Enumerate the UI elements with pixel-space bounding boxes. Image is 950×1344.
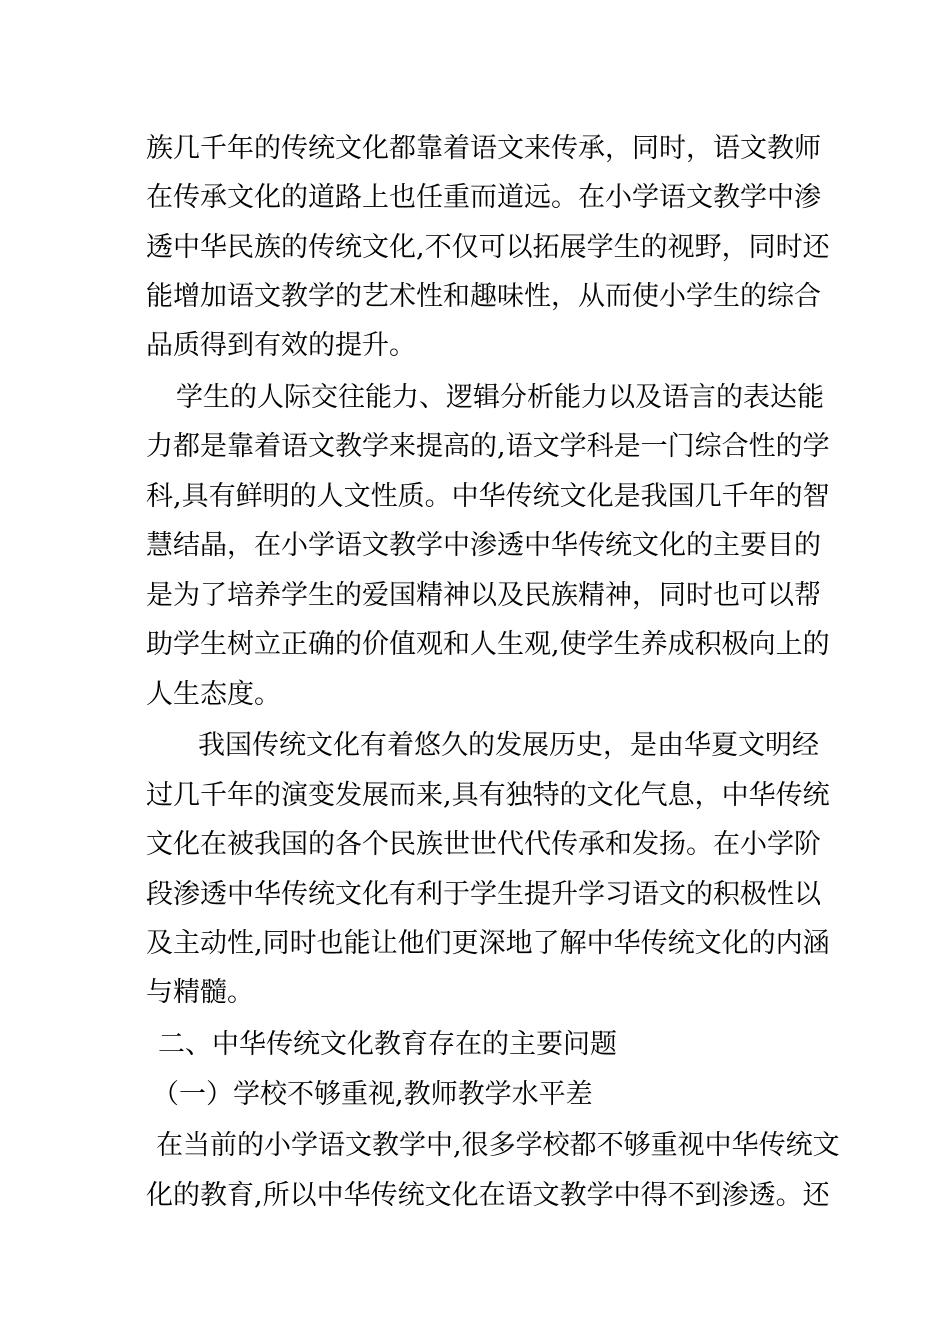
paragraph-1-line-3: 透中华民族的传统文化,不仅可以拓展学生的视野，同时还 [146,232,830,263]
paragraph-2-line-7: 人生态度。 [146,679,281,710]
paragraph-3-line-2: 过几千年的演变发展而来,具有独特的文化气息，中华传统 [146,780,830,811]
subsection-heading: （一）学校不够重视,教师教学水平差 [152,1079,593,1110]
paragraph-2-line-2: 力都是靠着语文教学来提高的,语文学科是一门综合性的学 [146,431,830,462]
paragraph-1-line-5: 品质得到有效的提升。 [146,330,416,361]
paragraph-1-line-4: 能增加语文教学的艺术性和趣味性，从而使小学生的综合 [146,281,821,312]
paragraph-3-line-4: 段渗透中华传统文化有利于学生提升学习语文的积极性以 [146,879,821,910]
paragraph-1-line-2: 在传承文化的道路上也任重而道远。在小学语文教学中渗 [146,182,821,213]
paragraph-3-line-6: 与精髓。 [146,977,254,1008]
paragraph-4-line-1: 在当前的小学语文教学中,很多学校都不够重视中华传统文 [156,1130,840,1161]
paragraph-1-line-1: 族几千年的传统文化都靠着语文来传承，同时，语文教师 [146,133,821,164]
paragraph-2-line-5: 是为了培养学生的爱国精神以及民族精神，同时也可以帮 [146,580,821,611]
paragraph-3-line-5: 及主动性,同时也能让他们更深地了解中华传统文化的内涵 [146,928,830,959]
paragraph-3-line-1: 我国传统文化有着悠久的发展历史，是由华夏文明经 [198,730,819,761]
section-heading: 二、中华传统文化教育存在的主要问题 [158,1029,617,1060]
paragraph-2-line-3: 科,具有鲜明的人文性质。中华传统文化是我国几千年的智 [146,481,830,512]
paragraph-2-line-1: 学生的人际交往能力、逻辑分析能力以及语言的表达能 [176,382,824,413]
paragraph-4-line-2: 化的教育,所以中华传统文化在语文教学中得不到渗透。还 [146,1180,830,1211]
paragraph-2-line-6: 助学生树立正确的价值观和人生观,使学生养成积极向上的 [146,629,830,660]
paragraph-2-line-4: 慧结晶，在小学语文教学中渗透中华传统文化的主要目的 [146,530,821,561]
paragraph-3-line-3: 文化在被我国的各个民族世世代代传承和发扬。在小学阶 [146,829,821,860]
